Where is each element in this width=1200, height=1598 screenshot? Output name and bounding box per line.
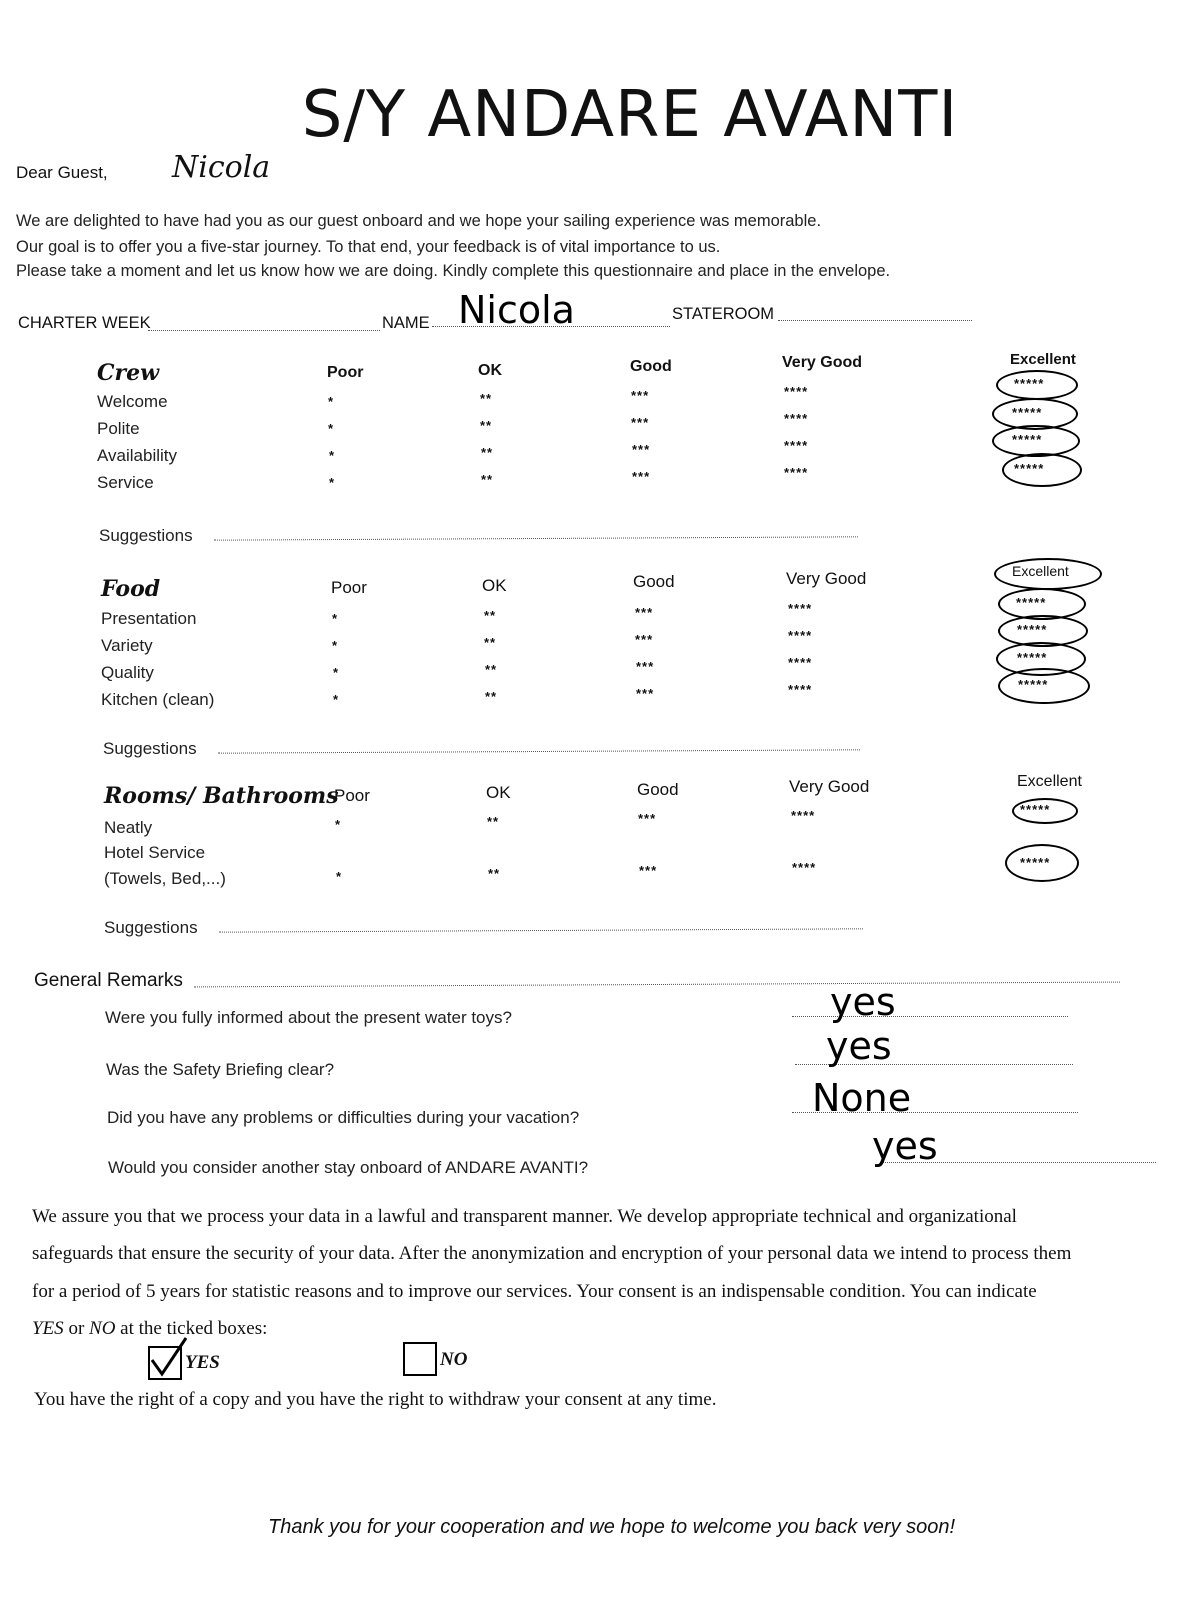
rating-ok[interactable]: ** [481,472,494,487]
crew-header-excellent: Excellent [1010,351,1076,368]
crew-title: Crew [97,360,160,386]
intro-line-2: Our goal is to offer you a five-star journey. To that end, your feedback is of vital importance to us. [16,238,721,256]
document-title: S/Y ANDARE AVANTI [301,78,959,152]
rooms-item-neatly: Neatly [104,818,153,837]
rating-ok[interactable]: ** [485,689,498,704]
food-suggestions-label: Suggestions [103,739,197,758]
question-problems: Did you have any problems or difficulties during your vacation? [107,1108,580,1127]
greeting: Dear Guest, [16,163,108,182]
food-header-ok: OK [482,576,507,595]
rating-very-good[interactable]: **** [784,411,809,426]
rating-ok[interactable]: ** [484,635,497,650]
footer-thanks: Thank you for your cooperation and we hope to welcome you back very soon! [268,1516,956,1538]
rating-poor[interactable]: * [329,448,336,463]
rating-ok[interactable]: ** [480,391,493,406]
rating-good[interactable]: *** [632,469,651,484]
rooms-item-towels-bed: (Towels, Bed,...) [104,869,226,888]
food-item-kitchen: Kitchen (clean) [101,690,215,709]
rooms-suggestions-field[interactable] [219,928,863,932]
intro-line-3: Please take a moment and let us know how we are doing. Kindly complete this questionnaire and place in the envelope. [16,262,891,280]
general-remarks-field[interactable] [194,982,1120,988]
consent-yes-checkbox[interactable] [148,1346,182,1380]
intro-line-1: We are delighted to have had you as our guest onboard and we hope your sailing experience was memorable. [16,212,822,230]
rating-poor[interactable]: * [333,692,340,707]
consent-yes-label: YES [185,1352,220,1373]
rating-very-good[interactable]: **** [788,601,813,616]
rating-excellent[interactable]: ***** [1014,376,1045,391]
question-another-stay: Would you consider another stay onboard of ANDARE AVANTI? [108,1158,589,1177]
rating-poor[interactable]: * [332,611,339,626]
crew-header-very-good: Very Good [782,354,863,371]
stateroom-label: STATEROOM [672,305,775,323]
privacy-or-text: or [63,1318,90,1339]
rating-ok[interactable]: ** [485,662,498,677]
rating-very-good[interactable]: **** [784,438,809,453]
privacy-ticked-text: at the ticked boxes: [115,1318,268,1339]
privacy-line-2: safeguards that ensure the security of your data. After the anonymization and encryption of your personal data we intend to process them [32,1243,1072,1264]
rating-excellent[interactable]: ***** [1016,595,1047,610]
food-title: Food [101,576,161,602]
rating-excellent[interactable]: ***** [1020,802,1051,817]
rating-good[interactable]: *** [636,686,655,701]
name-value: Nicola [458,288,575,332]
rating-poor[interactable]: * [336,869,343,884]
crew-item-service: Service [97,473,154,492]
rating-good[interactable]: *** [631,388,650,403]
rating-excellent[interactable]: ***** [1018,677,1049,692]
question-safety-briefing: Was the Safety Briefing clear? [106,1060,335,1079]
privacy-rights: You have the right of a copy and you have the right to withdraw your consent at any time. [34,1389,717,1410]
consent-no-label: NO [440,1349,468,1370]
charter-week-label: CHARTER WEEK [18,314,151,332]
privacy-line-3: for a period of 5 years for statistic reasons and to improve our services. Your consent is an indispensable condition. You can indicate [32,1281,1037,1302]
crew-item-welcome: Welcome [97,392,168,411]
rating-poor[interactable]: * [333,665,340,680]
crew-header-poor: Poor [327,364,364,381]
charter-week-field[interactable] [148,330,380,331]
rating-excellent[interactable]: ***** [1012,405,1043,420]
rating-good[interactable]: *** [631,415,650,430]
rating-poor[interactable]: * [335,817,342,832]
rooms-header-excellent: Excellent [1017,773,1082,790]
rating-very-good[interactable]: **** [792,860,817,875]
rooms-header-poor: Poor [334,786,370,805]
rating-ok[interactable]: ** [484,608,497,623]
rating-excellent[interactable]: ***** [1020,855,1051,870]
general-remarks-label: General Remarks [34,970,183,991]
name-label: NAME [382,314,430,332]
privacy-yes-text: YES [32,1318,64,1339]
crew-header-good: Good [630,358,672,375]
answer-another-stay: yes [872,1124,938,1168]
food-item-variety: Variety [101,636,153,655]
rooms-header-ok: OK [486,783,511,802]
crew-suggestions-field[interactable] [214,536,858,540]
rating-ok[interactable]: ** [487,814,500,829]
answer-problems: None [812,1076,912,1120]
crew-item-polite: Polite [97,419,140,438]
rating-good[interactable]: *** [636,659,655,674]
rating-ok[interactable]: ** [488,866,501,881]
rooms-title: Rooms/ Bathrooms [104,783,339,809]
rating-poor[interactable]: * [329,475,336,490]
rooms-item-hotel-service: Hotel Service [104,843,206,862]
rating-very-good[interactable]: **** [784,465,809,480]
food-header-excellent: Excellent [1012,563,1069,579]
rating-very-good[interactable]: **** [788,628,813,643]
privacy-line-1: We assure you that we process your data in a lawful and transparent manner. We develop appropriate technical and organizational [32,1206,1017,1227]
guest-signature: Nicola [172,150,271,185]
crew-suggestions-label: Suggestions [99,526,193,545]
rooms-header-very-good: Very Good [789,777,870,796]
rating-poor[interactable]: * [328,394,335,409]
rating-very-good[interactable]: **** [788,655,813,670]
rating-poor[interactable]: * [328,421,335,436]
question-water-toys: Were you fully informed about the present water toys? [105,1008,512,1027]
rooms-suggestions-label: Suggestions [104,918,198,937]
food-suggestions-field[interactable] [218,749,860,753]
rating-good[interactable]: *** [632,442,651,457]
rating-good[interactable]: *** [639,863,658,878]
rating-excellent[interactable]: ***** [1012,432,1043,447]
check-mark-icon [146,1334,190,1378]
consent-no-checkbox[interactable] [403,1342,437,1376]
rating-ok[interactable]: ** [481,445,494,460]
rating-very-good[interactable]: **** [784,384,809,399]
food-header-good: Good [633,572,675,591]
food-header-very-good: Very Good [786,569,867,588]
food-header-poor: Poor [331,578,367,597]
rating-good[interactable]: *** [638,811,657,826]
crew-header-ok: OK [478,362,502,379]
rating-excellent[interactable]: ***** [1014,461,1045,476]
rating-excellent[interactable]: ***** [1017,650,1048,665]
privacy-no-text: NO [89,1318,116,1339]
rooms-header-good: Good [637,780,679,799]
rating-excellent[interactable]: ***** [1017,622,1048,637]
rating-good[interactable]: *** [635,632,654,647]
crew-item-availability: Availability [97,446,178,465]
rating-poor[interactable]: * [332,638,339,653]
answer-water-toys: yes [830,980,896,1024]
rating-very-good[interactable]: **** [791,808,816,823]
stateroom-field[interactable] [778,320,972,321]
rating-good[interactable]: *** [635,605,654,620]
rating-very-good[interactable]: **** [788,682,813,697]
answer-safety-briefing: yes [826,1024,892,1068]
food-item-presentation: Presentation [101,609,197,628]
rating-ok[interactable]: ** [480,418,493,433]
food-item-quality: Quality [101,663,154,682]
